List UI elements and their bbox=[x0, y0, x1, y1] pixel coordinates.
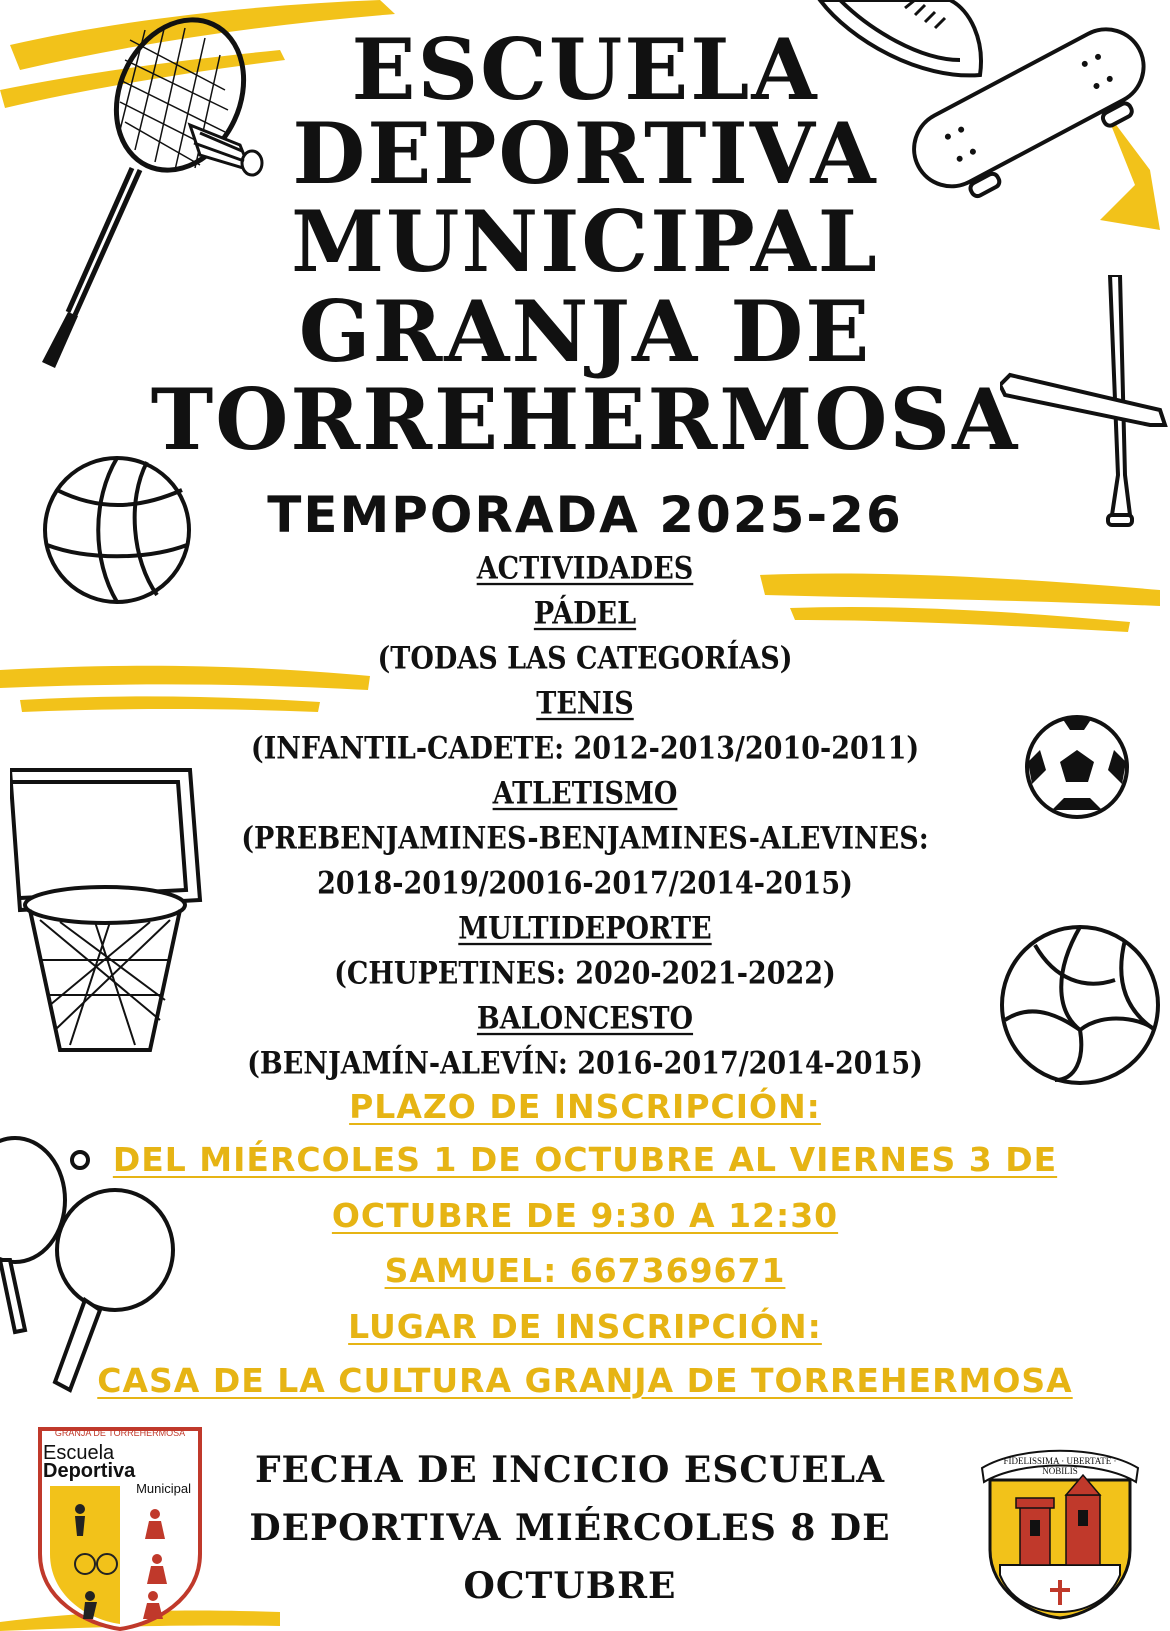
activity-detail: (BENJAMÍN-ALEVÍN: 2016-2017/2014-2015) bbox=[247, 1045, 923, 1082]
title-line-2: DEPORTIVA bbox=[292, 104, 878, 203]
start-date-block bbox=[230, 1441, 910, 1615]
activity-detail: (PREBENJAMINES-BENJAMINES-ALEVINES: bbox=[241, 820, 929, 857]
coat-of-arms-banner: FIDELISSIMA · UBERTATE · NOBILIS bbox=[1003, 1456, 1117, 1476]
coat-of-arms-logo bbox=[980, 1440, 1140, 1620]
activity-name: ATLETISMO bbox=[492, 775, 678, 812]
logo-title bbox=[43, 1444, 197, 1498]
logo-word-deportiva: Deportiva bbox=[43, 1460, 136, 1482]
title-line-4: GRANJA DE bbox=[298, 282, 872, 381]
registration-period-line-2: OCTUBRE DE 9:30 A 12:30 bbox=[331, 1196, 839, 1235]
title-line-1: ESCUELA bbox=[351, 20, 819, 119]
title-line-5: TORREHERMOSA bbox=[150, 370, 1020, 469]
activity-name: PÁDEL bbox=[533, 595, 637, 632]
activity-name: TENIS bbox=[536, 685, 634, 722]
registration-period-line-1: DEL MIÉRCOLES 1 DE OCTUBRE AL VIERNES 3 DE bbox=[112, 1140, 1058, 1179]
escuela-deportiva-logo bbox=[35, 1424, 205, 1631]
registration-place: CASA DE LA CULTURA GRANJA DE TORREHERMOSA bbox=[97, 1361, 1073, 1400]
activities-header: ACTIVIDADES bbox=[476, 550, 694, 587]
registration-contact: SAMUEL: 667369671 bbox=[384, 1251, 786, 1290]
start-date-line-3: OCTUBRE bbox=[463, 1565, 677, 1607]
season-heading: TEMPORADA 2025-26 bbox=[267, 486, 903, 544]
activity-detail: (CHUPETINES: 2020-2021-2022) bbox=[334, 955, 836, 992]
activity-name: BALONCESTO bbox=[476, 1000, 694, 1037]
logo-arc-text: GRANJA DE TORREHERMOSA bbox=[54, 1428, 186, 1438]
logo-word-municipal: Municipal bbox=[136, 1481, 191, 1496]
activity-detail-continued: 2018-2019/20016-2017/2014-2015) bbox=[317, 865, 853, 902]
start-date-line-2: DEPORTIVA MIÉRCOLES 8 DE bbox=[249, 1507, 891, 1549]
activity-detail: (TODAS LAS CATEGORÍAS) bbox=[377, 640, 793, 677]
activity-detail: (INFANTIL-CADETE: 2012-2013/2010-2011) bbox=[250, 730, 920, 767]
start-date-line-1: FECHA DE INCICIO ESCUELA bbox=[254, 1449, 886, 1491]
logo-word-escuela: Escuela bbox=[43, 1442, 115, 1464]
activity-name: MULTIDEPORTE bbox=[458, 910, 712, 947]
registration-period-label: PLAZO DE INSCRIPCIÓN: bbox=[349, 1087, 821, 1126]
registration-place-label: LUGAR DE INSCRIPCIÓN: bbox=[348, 1307, 822, 1346]
title-line-3: MUNICIPAL bbox=[291, 192, 879, 291]
